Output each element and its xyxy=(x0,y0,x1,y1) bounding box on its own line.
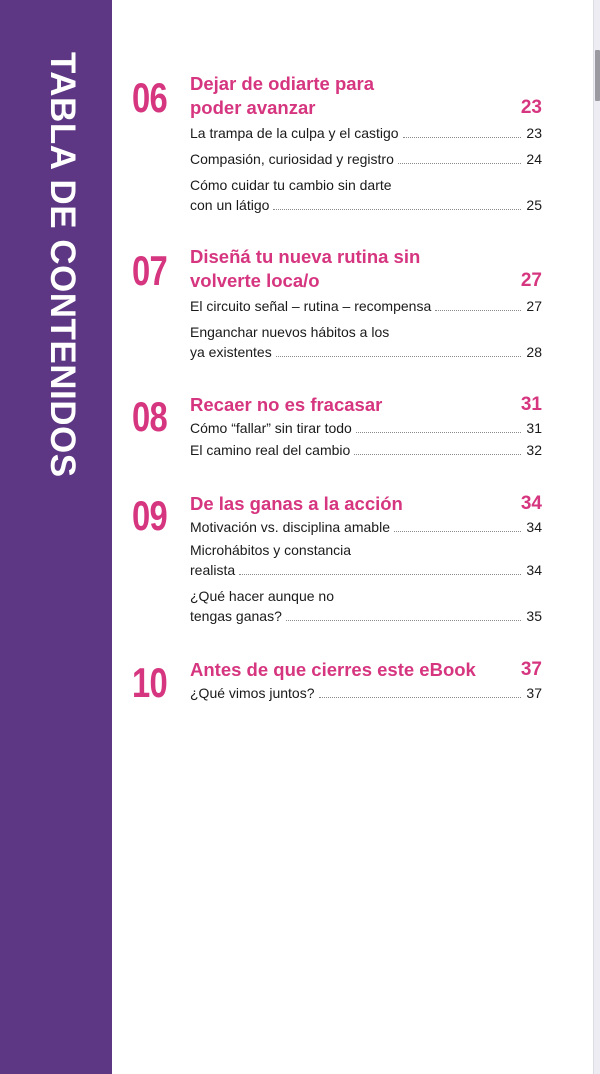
chapter-title-line1: Dejar de odiarte para xyxy=(190,73,375,94)
toc-entry[interactable] xyxy=(190,540,542,580)
dot-leader xyxy=(286,620,521,621)
sidebar-band xyxy=(0,0,112,1074)
toc-entry[interactable] xyxy=(190,149,542,169)
chapter-number: 07 xyxy=(132,247,167,294)
entry-page: 37 xyxy=(526,685,542,701)
entry-title: Compasión, curiosidad y registro xyxy=(190,151,394,167)
chapter-heading[interactable] xyxy=(190,393,542,417)
chapter-number: 06 xyxy=(132,74,167,121)
dot-leader xyxy=(354,454,521,455)
entry-page: 27 xyxy=(526,298,542,314)
entry-title-line1: ¿Qué hacer aunque no xyxy=(190,588,334,604)
entry-page: 34 xyxy=(526,519,542,535)
entry-page: 35 xyxy=(526,608,542,624)
entry-page: 32 xyxy=(526,442,542,458)
chapter-heading[interactable] xyxy=(190,492,542,516)
entry-title: El circuito señal – rutina – recompensa xyxy=(190,298,432,314)
chapter-page: 31 xyxy=(520,394,542,415)
chapter-page: 34 xyxy=(520,493,542,514)
entry-title: realista xyxy=(190,562,236,578)
toc-chapter-08[interactable] xyxy=(130,393,542,460)
chapter-title-line2: volverte loca/o xyxy=(190,270,320,291)
toc-entry[interactable] xyxy=(190,123,542,143)
chapter-number: 09 xyxy=(132,492,167,539)
entry-title-line1: Microhábitos y constancia xyxy=(190,542,352,558)
scrollbar[interactable] xyxy=(593,0,600,1074)
chapter-heading[interactable] xyxy=(190,658,542,682)
dot-leader xyxy=(276,356,521,357)
dot-leader xyxy=(273,209,521,210)
entry-title: tengas ganas? xyxy=(190,608,282,624)
chapter-page: 27 xyxy=(520,270,542,291)
toc-entry[interactable] xyxy=(190,586,542,626)
entry-page: 24 xyxy=(526,151,542,167)
entry-title: ¿Qué vimos juntos? xyxy=(190,685,315,701)
chapter-number: 08 xyxy=(132,393,167,440)
chapter-heading[interactable] xyxy=(190,245,542,293)
chapter-title-line1: Diseñá tu nueva rutina sin xyxy=(190,246,421,267)
dot-leader xyxy=(394,531,521,532)
entry-title: Cómo “fallar” sin tirar todo xyxy=(190,420,352,436)
toc-entry[interactable] xyxy=(190,440,542,460)
chapter-title-line1: Antes de que cierres este eBook xyxy=(190,659,476,680)
entry-title: con un látigo xyxy=(190,197,270,213)
dot-leader xyxy=(239,574,521,575)
toc-entry[interactable] xyxy=(190,517,542,537)
entry-title: El camino real del cambio xyxy=(190,442,351,458)
entry-page: 28 xyxy=(526,344,542,360)
entry-page: 25 xyxy=(526,197,542,213)
entry-title-line1: Cómo cuidar tu cambio sin darte xyxy=(190,177,392,193)
toc-entry[interactable] xyxy=(190,322,542,362)
dot-leader xyxy=(435,310,521,311)
scrollbar-thumb[interactable] xyxy=(595,50,600,101)
chapter-heading[interactable] xyxy=(190,72,542,120)
chapter-title-line1: Recaer no es fracasar xyxy=(190,394,383,415)
toc-chapter-09[interactable] xyxy=(130,492,542,626)
toc-entry[interactable] xyxy=(190,418,542,438)
toc-chapter-06[interactable] xyxy=(130,72,542,215)
entry-title: La trampa de la culpa y el castigo xyxy=(190,125,399,141)
dot-leader xyxy=(319,697,522,698)
chapter-number: 10 xyxy=(132,659,167,706)
toc-entry[interactable] xyxy=(190,683,542,703)
toc-chapter-10[interactable] xyxy=(130,658,542,706)
entry-title: ya existentes xyxy=(190,344,272,360)
toc-entry[interactable] xyxy=(190,175,542,215)
toc-entry[interactable] xyxy=(190,296,542,316)
chapter-title-line2: poder avanzar xyxy=(190,97,316,118)
dot-leader xyxy=(403,137,521,138)
entry-page: 23 xyxy=(526,125,542,141)
toc-chapter-07[interactable] xyxy=(130,245,542,362)
entry-title-line1: Enganchar nuevos hábitos a los xyxy=(190,324,390,340)
entry-page: 31 xyxy=(526,420,542,436)
entry-title: Motivación vs. disciplina amable xyxy=(190,519,390,535)
chapter-title-line1: De las ganas a la acción xyxy=(190,493,403,514)
chapter-page: 37 xyxy=(520,659,542,680)
entry-page: 34 xyxy=(526,562,542,578)
chapter-page: 23 xyxy=(520,97,542,118)
dot-leader xyxy=(356,432,521,433)
page-title: TABLA DE CONTENIDOS xyxy=(43,52,82,478)
dot-leader xyxy=(398,163,521,164)
